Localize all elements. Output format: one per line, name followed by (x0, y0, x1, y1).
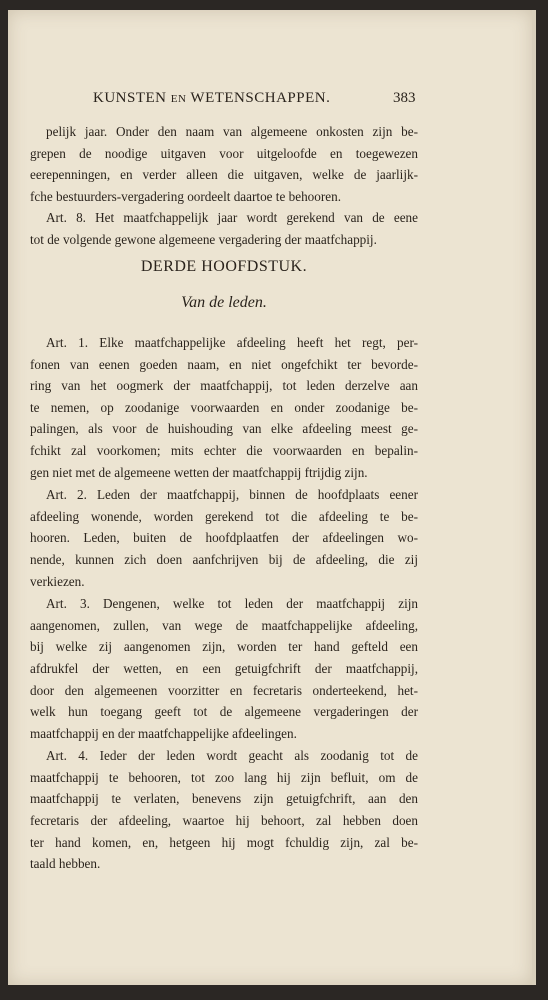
text-line: door den algemeenen voorzitter en fecretaris onderteekend, het- (30, 682, 418, 698)
text-line: Art. 1. Elke maatfchappelijke afdeeling heeft het regt, per- (46, 335, 418, 350)
chapter-title: DERDE HOOFDSTUK. (140, 258, 308, 275)
text-block-top (30, 121, 418, 251)
section-title: Van de leden. (181, 294, 267, 311)
text-line: ter hand komen, en, hetgeen hij mogt fchuldig zijn, zal be- (30, 834, 418, 850)
page-number: 383 (393, 90, 416, 106)
text-line: gen niet met de algemeene wetten der maatfchappij ftrijdig zijn. (30, 464, 368, 480)
text-line: pelijk jaar. Onder den naam van algemeene onkosten zijn be- (46, 124, 418, 139)
text-line: bij welke zij aangenomen zijn, worden ter hand gefteld een (30, 639, 418, 655)
text-line: tot de volgende gewone algemeene vergadering der maatfchappij. (30, 231, 377, 247)
paragraph (30, 484, 418, 592)
running-head (93, 90, 433, 107)
text-line: aangenomen, zullen, van wege de maatfchappelijke afdeeling, (30, 617, 418, 633)
text-line: maatfchappij te behooren, tot zoo lang hij zijn befluit, om de (30, 769, 418, 785)
text-line: maatfchappij en der maatfchappelijke afdeelingen. (30, 725, 297, 741)
text-line: grepen de noodige uitgaven voor uitgeloofde en toegewezen (30, 145, 418, 161)
running-head-part2: WETENSCHAPPEN. (190, 90, 331, 106)
paragraph (30, 121, 418, 207)
text-line: nende, kunnen zich doen aanfchrijven bij de afdeeling, die zij (30, 551, 418, 567)
paragraph (30, 593, 418, 744)
text-line: te nemen, op zoodanige voorwaarden en onder zoodanige be- (30, 399, 418, 415)
text-line: afdrukfel der wetten, en een getuigfchrift der maatfchappij, (30, 660, 418, 676)
text-line: fecretaris der afdeeling, waartoe hij behoort, zal hebben doen (30, 813, 418, 829)
text-line: Art. 3. Dengenen, welke tot leden der maatfchappij zijn (46, 596, 418, 612)
paragraph (30, 207, 418, 250)
text-line: hooren. Leden, buiten de hoofdplaatfen der afdeelingen wo- (30, 530, 418, 546)
text-block-bottom (30, 332, 418, 875)
text-line: welk hun toegang geeft tot de algemeene vergaderingen der (30, 704, 418, 720)
running-head-en: EN (170, 93, 187, 105)
paragraph (30, 332, 418, 483)
text-line: maatfchappij te verlaten, benevens zijn getuigfchrift, aan den (30, 791, 418, 807)
text-line: verkiezen. (30, 573, 85, 589)
text-line: eerepenningen, en verder alleen die uitgaven, welke de jaarlijk- (30, 167, 418, 183)
paragraph (30, 745, 418, 875)
text-line: Art. 4. Ieder der leden wordt geacht als zoodanig tot de (46, 748, 418, 764)
text-line: fchikt zal voorkomen; mits echter die voorwaarden en bepalin- (30, 442, 418, 458)
text-line: taald hebben. (30, 856, 101, 872)
text-line: Art. 8. Het maatfchappelijk jaar wordt gerekend van de eene (46, 210, 418, 226)
text-line: fche bestuurders-vergadering oordeelt daartoe te behooren. (30, 188, 341, 204)
text-line: fonen van eenen goeden naam, en niet ongefchikt ter bevorde- (30, 356, 418, 372)
page-edge (532, 10, 536, 985)
text-line: palingen, als voor de huishouding van elke afdeeling meest ge- (30, 421, 418, 437)
text-line: ring van het oogmerk der maatfchappij, tot leden derzelve aan (30, 378, 418, 394)
text-line: Art. 2. Leden der maatfchappij, binnen de hoofdplaats eener (46, 487, 418, 503)
text-line: afdeeling wonende, worden gerekend tot die afdeeling te be- (30, 508, 418, 524)
running-head-part1: KUNSTEN (93, 90, 167, 106)
